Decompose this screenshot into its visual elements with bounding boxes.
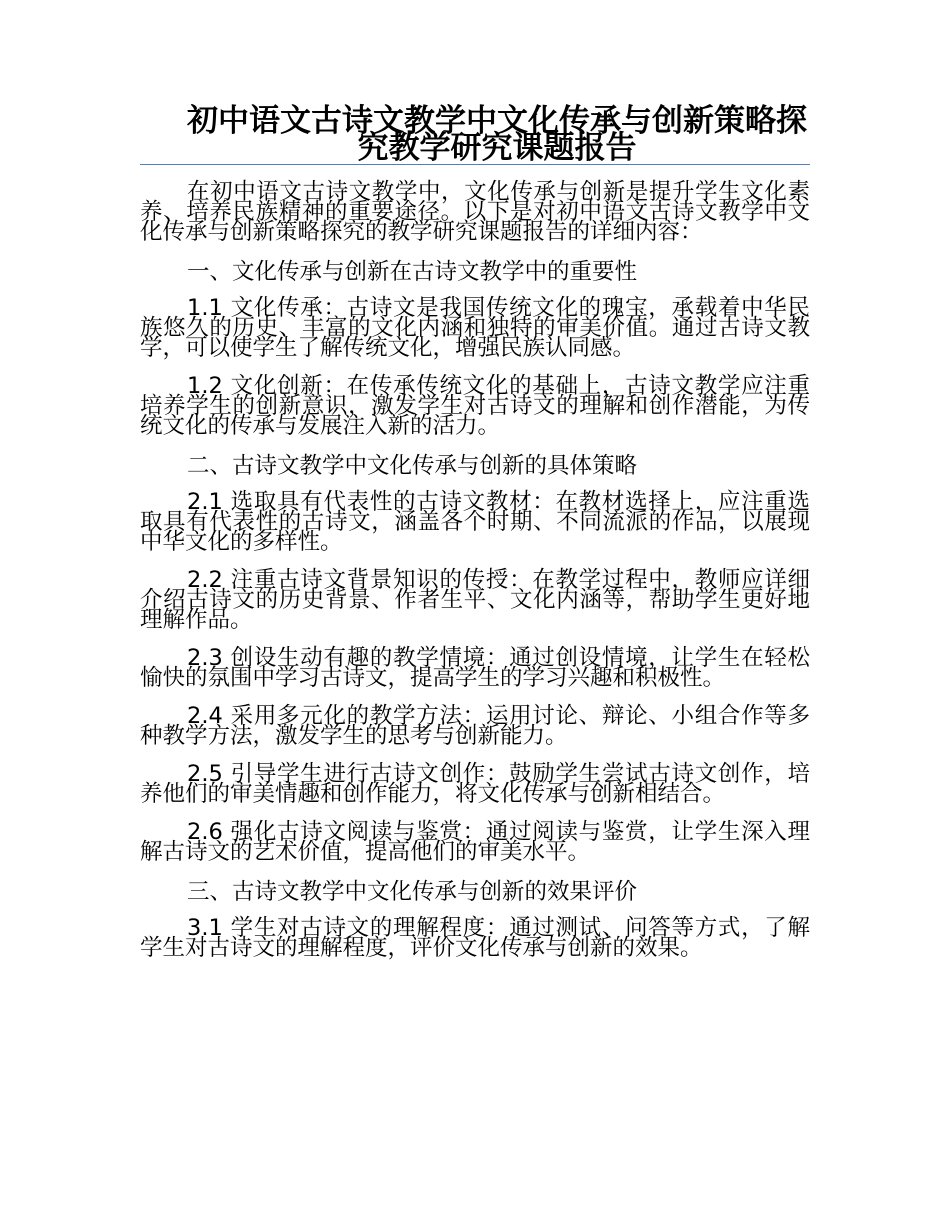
document-body	[140, 179, 810, 976]
paragraph-3-1: 3.1 学生对古诗文的理解程度：通过测试、问答等方式，了解学生对古诗文的理解程度，评价文化传承与创新的效果。	[140, 915, 810, 961]
document-title: 初中语文古诗文教学中文化传承与创新策略探究教学研究课题报告	[187, 103, 807, 166]
section-heading-1: 一、文化传承与创新在古诗文教学中的重要性	[187, 259, 638, 285]
paragraph-1-2: 1.2 文化创新：在传承传统文化的基础上，古诗文教学应注重培养学生的创新意识，激发学生对古诗文的理解和创作潜能，为传统文化的传承与发展注入新的活力。	[140, 373, 810, 439]
paragraph-1-1: 1.1 文化传承：古诗文是我国传统文化的瑰宝，承载着中华民族悠久的历史、丰富的文化内涵和独特的审美价值。通过古诗文教学，可以使学生了解传统文化，增强民族认同感。	[140, 295, 810, 361]
paragraph-2-1: 2.1 选取具有代表性的古诗文教材：在教材选择上，应注重选取具有代表性的古诗文，涵盖各个时期、不同流派的作品，以展现中华文化的多样性。	[140, 489, 810, 555]
title-block	[140, 103, 810, 166]
paragraph-2-5: 2.5 引导学生进行古诗文创作：鼓励学生尝试古诗文创作，培养他们的审美情趣和创作能力，将文化传承与创新相结合。	[140, 761, 810, 807]
section-heading-3: 三、古诗文教学中文化传承与创新的效果评价	[187, 879, 638, 905]
paragraph-2-3: 2.3 创设生动有趣的教学情境：通过创设情境，让学生在轻松愉快的氛围中学习古诗文，提高学生的学习兴趣和积极性。	[140, 645, 810, 691]
paragraph-intro: 在初中语文古诗文教学中，文化传承与创新是提升学生文化素养、培养民族精神的重要途径。以下是对初中语文古诗文教学中文化传承与创新策略探究的教学研究课题报告的详细内容：	[140, 179, 810, 245]
paragraph-2-6: 2.6 强化古诗文阅读与鉴赏：通过阅读与鉴赏，让学生深入理解古诗文的艺术价值，提高他们的审美水平。	[140, 819, 810, 865]
section-heading-2: 二、古诗文教学中文化传承与创新的具体策略	[187, 453, 638, 479]
paragraph-2-2: 2.2 注重古诗文背景知识的传授：在教学过程中，教师应详细介绍古诗文的历史背景、作者生平、文化内涵等，帮助学生更好地理解作品。	[140, 567, 810, 633]
paragraph-2-4: 2.4 采用多元化的教学方法：运用讨论、辩论、小组合作等多种教学方法，激发学生的思考与创新能力。	[140, 703, 810, 749]
